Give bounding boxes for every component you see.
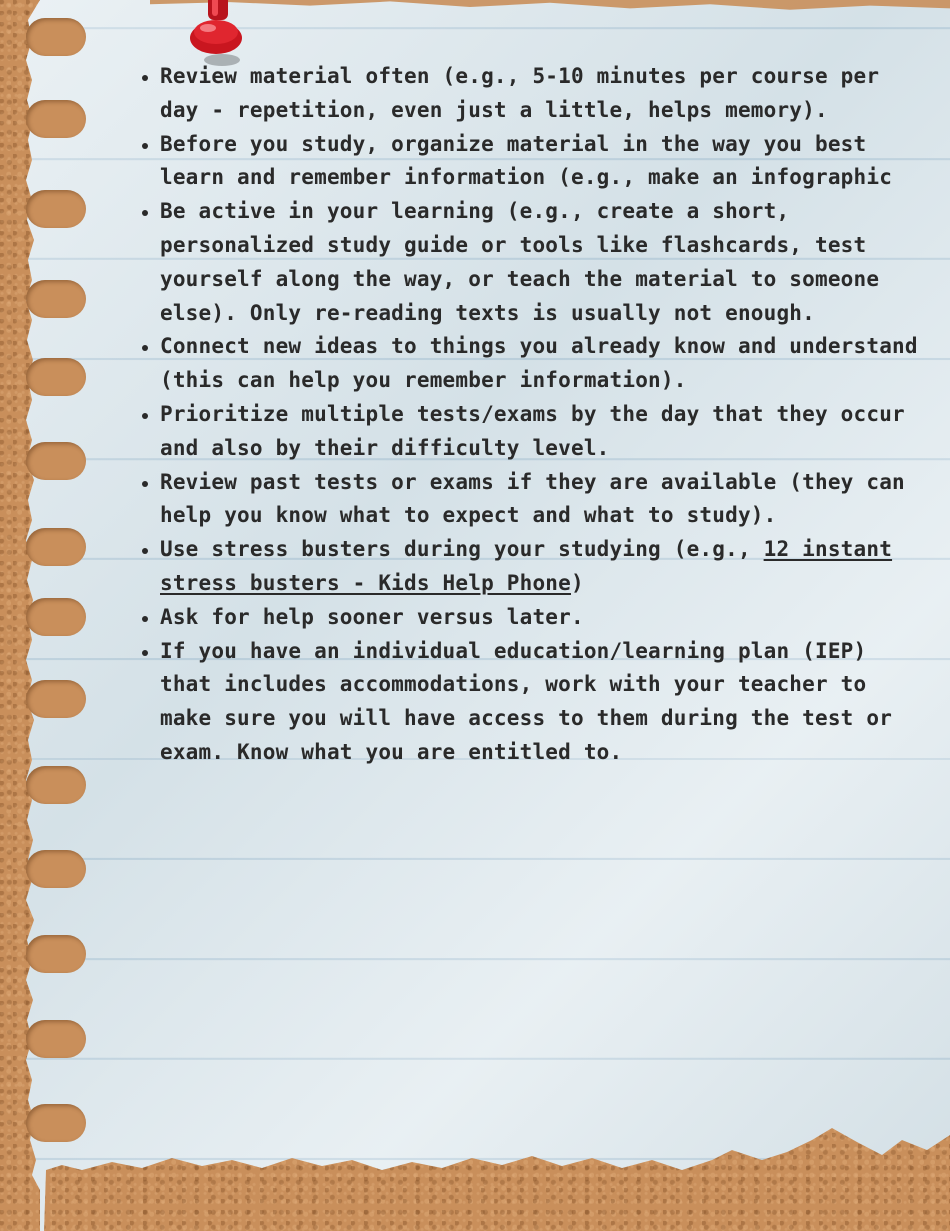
binder-hole [26, 442, 86, 480]
study-tips-list [132, 60, 922, 770]
binder-hole [26, 766, 86, 804]
binder-hole [26, 100, 86, 138]
list-item: Be active in your learning (e.g., create a short, personalized study guide or tools like flashcards, test yourself along the way, or teach the material to someone else). Only re-reading texts is usually not enough. [160, 195, 922, 330]
binder-hole [26, 18, 86, 56]
list-item: If you have an individual education/learning plan (IEP) that includes accommodations, work with your teacher to make sure you will have access to them during the test or exam. Know what you are entitled to. [160, 635, 922, 770]
list-item-text: Use stress busters during your studying (e.g., [160, 537, 764, 562]
list-item: Review material often (e.g., 5-10 minutes per course per day - repetition, even just a little, helps memory). [160, 60, 922, 128]
binder-hole [26, 358, 86, 396]
binder-hole [26, 935, 86, 973]
list-item: Connect new ideas to things you already know and understand (this can help you remember information). [160, 330, 922, 398]
binder-hole [26, 190, 86, 228]
binder-hole [26, 598, 86, 636]
list-item: Review past tests or exams if they are available (they can help you know what to expect and what to study). [160, 466, 922, 534]
list-item: Prioritize multiple tests/exams by the day that they occur and also by their difficulty level. [160, 398, 922, 466]
list-item [160, 533, 922, 601]
stress-busters-link[interactable]: 12 instant stress busters - Kids Help Phone [160, 537, 893, 595]
list-item: Before you study, organize material in the way you best learn and remember information (e.g., make an infographic [160, 128, 922, 196]
binder-hole [26, 1104, 86, 1142]
list-item: Ask for help sooner versus later. [160, 601, 922, 635]
binder-hole [26, 680, 86, 718]
binder-hole [26, 1020, 86, 1058]
list-item-text: ) [570, 570, 584, 595]
binder-hole [26, 280, 86, 318]
study-tips-content [132, 60, 922, 770]
binder-hole [26, 528, 86, 566]
binder-hole [26, 850, 86, 888]
